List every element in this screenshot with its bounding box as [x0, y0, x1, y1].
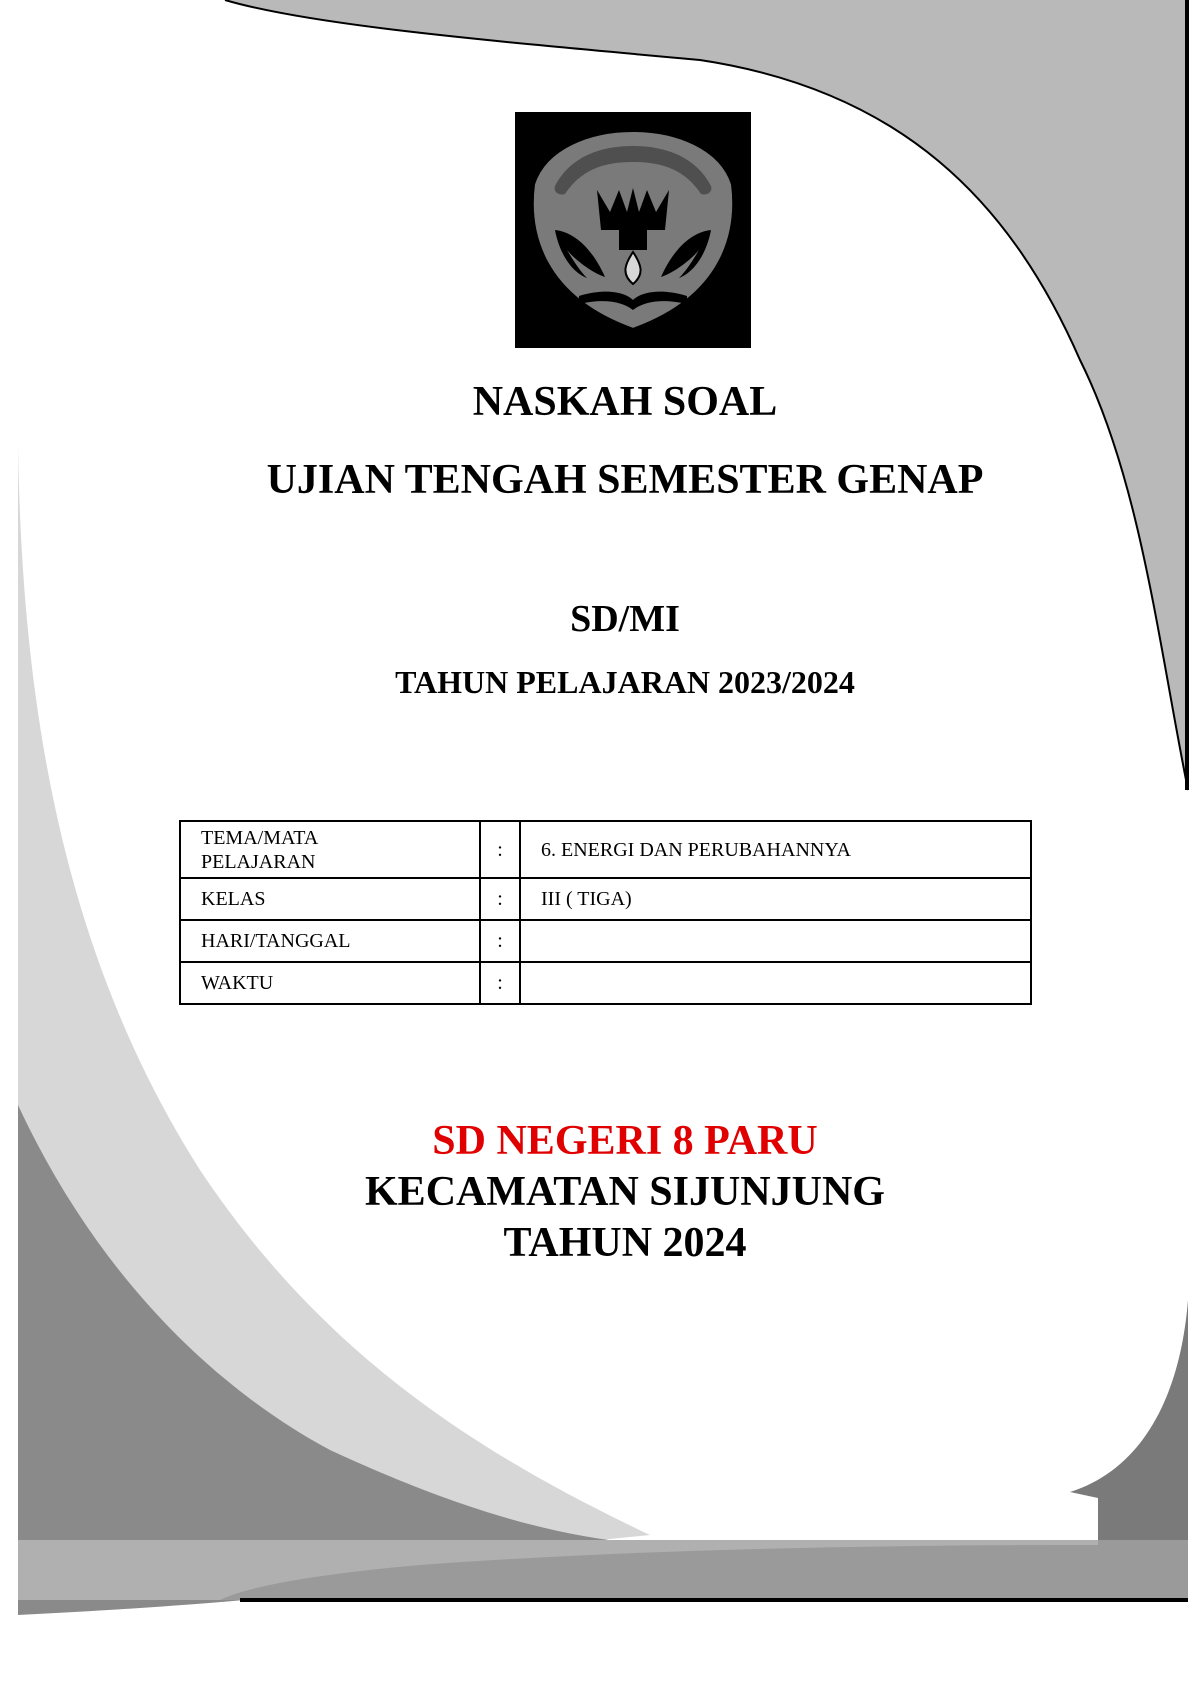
exam-info-table	[179, 820, 1032, 1005]
row-colon: :	[480, 962, 520, 1004]
row-value-class: III ( TIGA)	[520, 878, 1031, 920]
row-colon: :	[480, 821, 520, 878]
school-district: KECAMATAN SIJUNJUNG	[365, 1169, 885, 1215]
row-label: WAKTU	[180, 962, 480, 1004]
doc-title-line1: NASKAH SOAL	[472, 379, 778, 425]
academic-year: TAHUN PELAJARAN 2023/2024	[395, 664, 855, 700]
doc-title-line2: UJIAN TENGAH SEMESTER GENAP	[266, 457, 984, 503]
tut-wuri-handayani-logo	[515, 112, 751, 348]
row-label: KELAS	[180, 878, 480, 920]
row-value-date	[520, 920, 1031, 962]
row-label-line2: PELAJARAN	[201, 850, 316, 873]
row-value-subject: 6. ENERGI DAN PERUBAHANNYA	[520, 821, 1031, 878]
row-colon: :	[480, 878, 520, 920]
row-label-line1: TEMA/MATA	[201, 826, 319, 849]
bottom-line	[240, 1598, 1188, 1602]
school-level: SD/MI	[570, 598, 680, 640]
table-row	[180, 962, 1031, 1004]
school-year: TAHUN 2024	[503, 1220, 747, 1266]
table-row	[180, 920, 1031, 962]
table-row	[180, 878, 1031, 920]
table-row	[180, 821, 1031, 878]
school-name: SD NEGERI 8 PARU	[432, 1118, 818, 1164]
row-label	[180, 821, 480, 878]
row-label: HARI/TANGGAL	[180, 920, 480, 962]
row-value-time	[520, 962, 1031, 1004]
row-colon: :	[480, 920, 520, 962]
